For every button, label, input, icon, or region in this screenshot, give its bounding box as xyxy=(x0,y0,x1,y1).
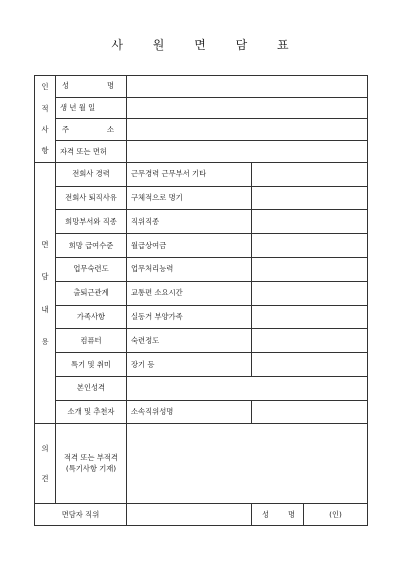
interview-row-label: 소개 및 추천자 xyxy=(56,400,127,424)
interview-row-label: 특기 및 취미 xyxy=(56,353,127,377)
interviewer-name-label: 성 명 xyxy=(252,504,304,526)
interview-form-table xyxy=(34,75,368,526)
personality-label: 본인성격 xyxy=(56,376,127,400)
interview-row-hint: 숙련정도 xyxy=(127,329,252,353)
interview-row-hint: 교통편 소요시간 xyxy=(127,281,252,305)
interview-row-field[interactable] xyxy=(252,186,368,210)
interview-row-hint: 소속직위성명 xyxy=(127,400,252,424)
license-field[interactable] xyxy=(127,141,368,163)
seal-field[interactable]: (인) xyxy=(304,504,368,526)
license-label: 자격 또는 면허 xyxy=(56,141,127,163)
interview-row-field[interactable] xyxy=(252,305,368,329)
interview-row-label: 컴퓨터 xyxy=(56,329,127,353)
interview-row-field[interactable] xyxy=(252,258,368,282)
interview-row-label: 업무숙련도 xyxy=(56,258,127,282)
address-label: 주 소 xyxy=(56,119,127,141)
interview-row-field[interactable] xyxy=(252,281,368,305)
opinion-section-label: 의 견 xyxy=(35,424,56,504)
opinion-label: 적격 또는 부적격 (특기사항 기재) xyxy=(56,424,127,504)
opinion-field[interactable] xyxy=(127,424,368,504)
document-title: 사 원 면 담 표 xyxy=(111,38,302,52)
interview-row-field[interactable] xyxy=(252,400,368,424)
interview-row-field[interactable] xyxy=(252,210,368,234)
interview-row-label: 희망 급여수준 xyxy=(56,234,127,258)
interview-row-hint: 업무처리능력 xyxy=(127,258,252,282)
personality-field[interactable] xyxy=(127,376,368,400)
name-field[interactable] xyxy=(127,76,368,98)
interview-row-hint: 구체적으로 명기 xyxy=(127,186,252,210)
interview-section-label: 면 담 내 용 xyxy=(35,162,56,424)
interview-row-hint: 장기 등 xyxy=(127,353,252,377)
interviewer-position-label: 면담자 직위 xyxy=(35,504,127,526)
birthdate-field[interactable] xyxy=(127,97,368,119)
name-label: 성 명 xyxy=(56,76,127,98)
interview-row-label: 가족사항 xyxy=(56,305,127,329)
interview-row-label: 전회사 퇴직사유 xyxy=(56,186,127,210)
interview-row-label: 출퇴근관계 xyxy=(56,281,127,305)
interview-row-field[interactable] xyxy=(252,353,368,377)
birthdate-label: 생 년 월 일 xyxy=(56,97,127,119)
interview-row-hint: 실동거 부양가족 xyxy=(127,305,252,329)
interview-row-field[interactable] xyxy=(252,234,368,258)
personal-section-label: 인 적 사 항 xyxy=(35,76,56,163)
address-field[interactable] xyxy=(127,119,368,141)
interview-row-label: 전회사 경력 xyxy=(56,162,127,186)
interview-row-hint: 근무경력 근무부서 기타 xyxy=(127,162,252,186)
interviewer-position-field[interactable] xyxy=(127,504,252,526)
interview-row-field[interactable] xyxy=(252,329,368,353)
interview-row-hint: 직위직종 xyxy=(127,210,252,234)
interview-row-label: 희망부서와 직종 xyxy=(56,210,127,234)
interview-row-hint: 월급상여금 xyxy=(127,234,252,258)
interview-row-field[interactable] xyxy=(252,162,368,186)
